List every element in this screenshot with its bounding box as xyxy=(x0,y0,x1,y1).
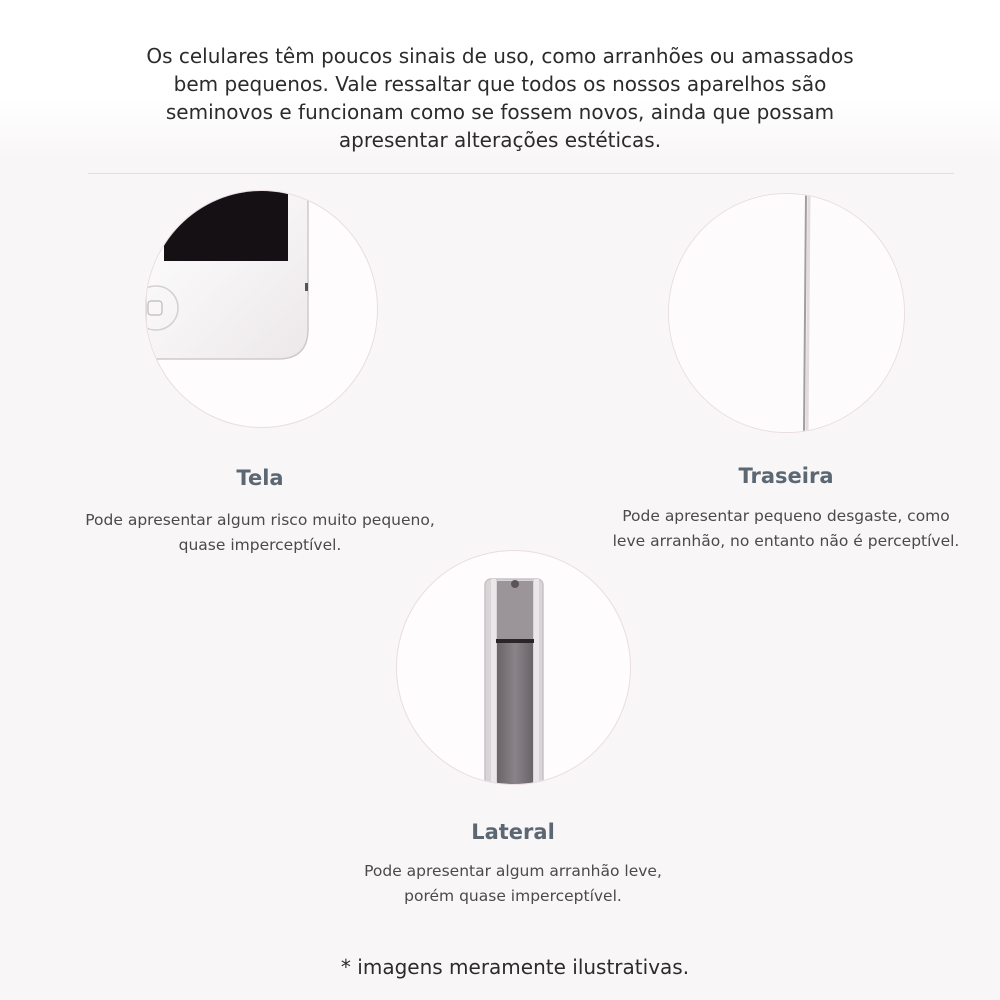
tela-caption xyxy=(60,508,460,558)
tela-caption-line: Pode apresentar algum risco muito pequeno, xyxy=(85,511,435,529)
section-divider xyxy=(88,173,954,174)
lateral-caption-line: Pode apresentar algum arranhão leve, xyxy=(364,862,662,880)
lateral-caption-line: porém quase imperceptível. xyxy=(404,887,622,905)
phone-screen-corner-icon xyxy=(146,191,378,428)
tela-caption-line: quase imperceptível. xyxy=(178,536,342,554)
intro-line: bem pequenos. Vale ressaltar que todos os nossos aparelhos são xyxy=(173,72,827,96)
intro-line: Os celulares têm poucos sinais de uso, como arranhões ou amassados xyxy=(146,44,854,68)
traseira-caption-line: leve arranhão, no entanto não é perceptível. xyxy=(612,532,960,550)
intro-line: apresentar alterações estéticas. xyxy=(338,128,662,152)
phone-back-edge-icon xyxy=(669,194,905,433)
intro-paragraph xyxy=(100,42,900,154)
traseira-caption-line: Pode apresentar pequeno desgaste, como xyxy=(622,507,950,525)
intro-line: seminovos e funcionam como se fossem novos, ainda que possam xyxy=(165,100,835,124)
lateral-heading: Lateral xyxy=(471,820,555,844)
tela-heading: Tela xyxy=(236,466,284,490)
lateral-image xyxy=(396,550,631,785)
traseira-heading: Traseira xyxy=(738,464,834,488)
disclaimer-footnote: * imagens meramente ilustrativas. xyxy=(340,955,690,979)
lateral-caption xyxy=(313,859,713,909)
traseira-image xyxy=(668,193,905,433)
tela-image xyxy=(145,190,378,428)
traseira-caption xyxy=(586,504,986,554)
phone-side-edge-icon xyxy=(397,551,631,785)
